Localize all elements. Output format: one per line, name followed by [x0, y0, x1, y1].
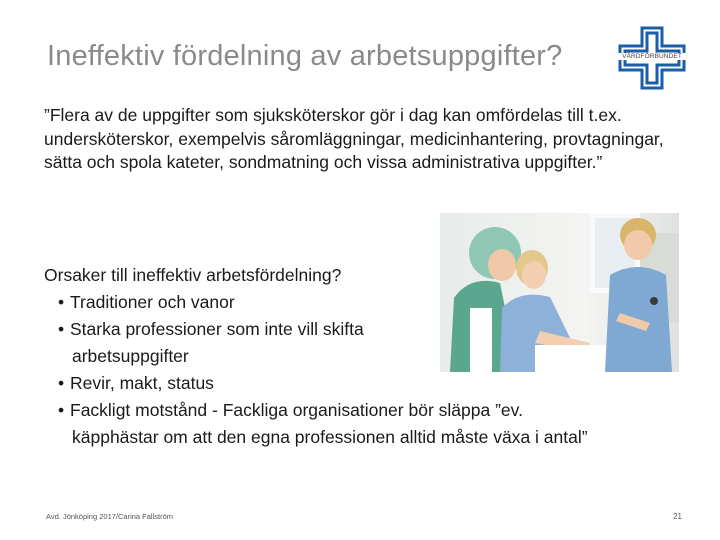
- bullet-glyph: •: [58, 292, 65, 312]
- list-item-text: Starka professioner som inte vill skifta: [70, 319, 364, 339]
- reasons-section: [44, 262, 694, 451]
- quote-text: ”Flera av de uppgifter som sjuksköterskor gör i dag kan omfördelas till t.ex. undersköterskor, exempelvis såromläggningar, medicinhantering, provtagningar, sätta och spola kateter, sondmatning och vissa administrativa uppgifter.”: [44, 105, 664, 172]
- list-item: [58, 397, 694, 451]
- page-number: 21: [673, 512, 682, 521]
- footer-author: Avd. Jönköping 2017/Carina Fallström: [46, 512, 174, 521]
- bullet-glyph: •: [58, 319, 65, 339]
- list-item: [58, 370, 694, 397]
- list-item-continuation: arbetsuppgifter: [72, 346, 189, 366]
- list-item-text: Fackligt motstånd - Fackliga organisationer bör släppa ”ev.: [70, 400, 523, 420]
- logo-text: VÅRDFÖRBUNDET: [618, 53, 686, 60]
- bullet-glyph: •: [58, 400, 65, 420]
- list-item: [58, 289, 694, 316]
- reasons-heading: Orsaker till ineffektiv arbetsfördelning?: [44, 265, 342, 285]
- reasons-list: [44, 289, 694, 451]
- list-item-continuation: käpphästar om att den egna professionen alltid måste växa i antal”: [72, 427, 588, 447]
- list-item-text: Traditioner och vanor: [70, 292, 235, 312]
- list-item: [58, 316, 694, 370]
- vardforbundet-logo: [618, 26, 686, 90]
- slide-title: Ineffektiv fördelning av arbetsuppgifter?: [47, 40, 563, 72]
- bullet-glyph: •: [58, 373, 65, 393]
- list-item-text: Revir, makt, status: [70, 373, 214, 393]
